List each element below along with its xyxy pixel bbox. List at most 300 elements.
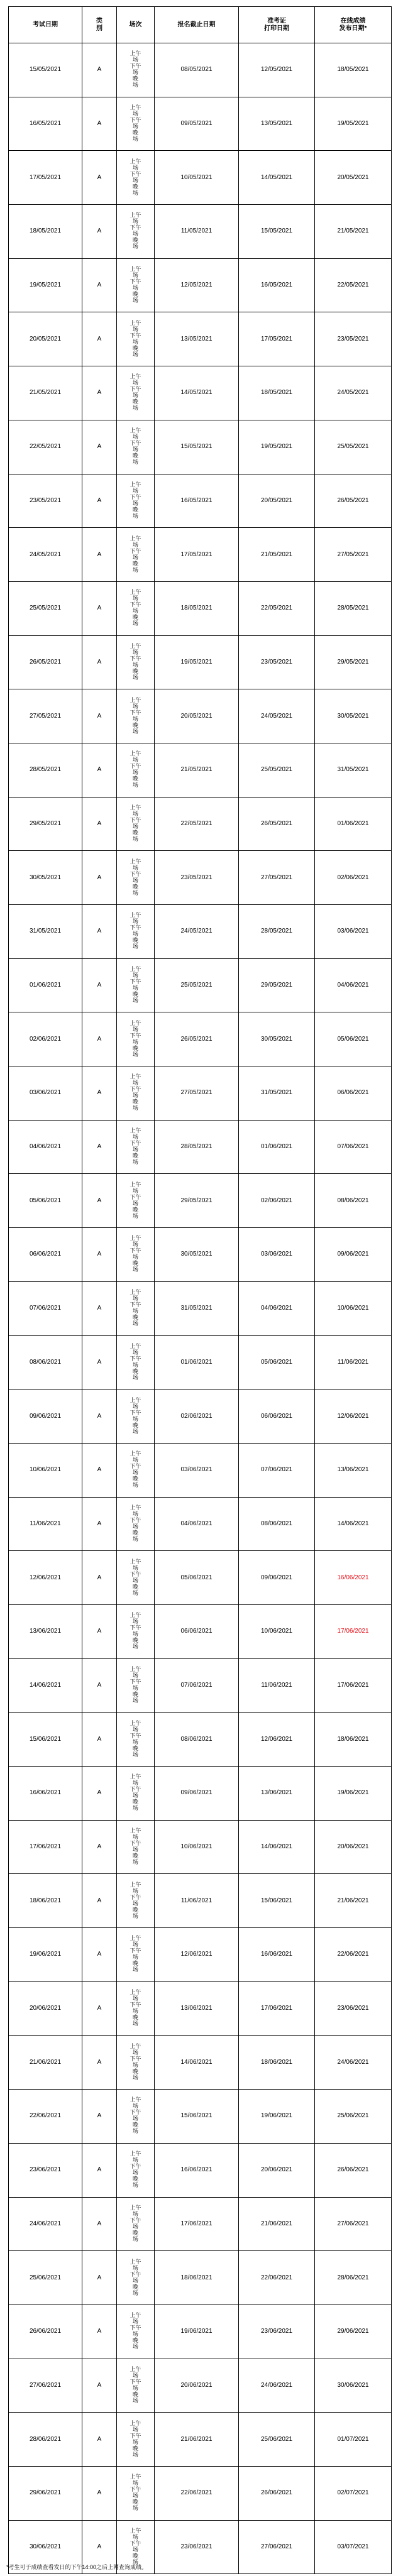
session-slot-label: 上午 场 [130,1935,141,1948]
session-slot-label: 下午 场 [130,1732,141,1745]
exam-date-cell: 23/05/2021 [9,474,82,528]
session-slot-label: 下午 场 [130,1948,141,1961]
category-cell: A [82,2359,117,2413]
registration-deadline-cell: 21/05/2021 [155,743,239,797]
result-release-date-cell: 14/06/2021 [315,1497,392,1551]
table-row [9,151,392,205]
header-result-release-date: 在线成绩 发布日期* [315,7,392,43]
category-cell: A [82,2143,117,2197]
category-cell: A [82,1281,117,1335]
session-slot-label: 晚 场 [132,1476,138,1489]
session-slot-label: 下午 场 [130,2486,141,2499]
session-slots [130,1989,141,2027]
session-slot-label: 晚 场 [132,452,138,466]
ticket-print-date-cell: 27/06/2021 [239,2520,315,2574]
category-cell: A [82,1012,117,1066]
session-slot-label: 晚 场 [132,937,138,950]
session-cell [117,2466,155,2520]
ticket-print-date-cell: 27/05/2021 [239,851,315,905]
session-slot-label: 晚 场 [132,75,138,89]
result-release-date-cell: 01/06/2021 [315,797,392,851]
session-slots [130,373,141,411]
session-slots [130,750,141,788]
session-slot-label: 下午 场 [130,1786,141,1799]
session-cell [117,1443,155,1497]
registration-deadline-cell: 12/06/2021 [155,1928,239,1982]
registration-deadline-cell: 14/06/2021 [155,2036,239,2090]
result-release-date-cell: 28/06/2021 [315,2251,392,2305]
session-slot-label: 晚 场 [132,614,138,627]
ticket-print-date-cell: 02/06/2021 [239,1174,315,1228]
session-slots [130,1397,141,1435]
result-release-date-cell: 03/06/2021 [315,905,392,959]
result-release-date-cell: 21/05/2021 [315,205,392,259]
category-cell: A [82,2036,117,2090]
session-slot-label: 下午 场 [130,2432,141,2445]
category-cell: A [82,1604,117,1658]
registration-deadline-cell: 02/06/2021 [155,1389,239,1444]
session-slot-label: 下午 场 [130,1086,141,1099]
session-slots [130,966,141,1004]
session-slot-label: 下午 场 [130,709,141,722]
ticket-print-date-cell: 21/05/2021 [239,528,315,582]
session-slots [130,1289,141,1327]
category-cell: A [82,1389,117,1444]
session-cell [117,581,155,635]
table-row [9,2251,392,2305]
ticket-print-date-cell: 19/06/2021 [239,2090,315,2144]
result-release-date-cell: 19/05/2021 [315,97,392,151]
category-cell: A [82,1228,117,1282]
session-slot-label: 晚 场 [132,506,138,519]
registration-deadline-cell: 29/05/2021 [155,1174,239,1228]
session-cell [117,1228,155,1282]
exam-schedule-table [8,6,392,2574]
table-row [9,1767,392,1821]
registration-deadline-cell: 23/06/2021 [155,2520,239,2574]
category-cell: A [82,1658,117,1713]
result-release-date-cell: 19/06/2021 [315,1767,392,1821]
result-release-date-cell: 18/05/2021 [315,43,392,97]
session-slot-label: 下午 场 [130,2002,141,2015]
session-slot-label: 下午 场 [130,1140,141,1153]
session-cell [117,151,155,205]
category-cell: A [82,528,117,582]
result-release-date-cell: 22/05/2021 [315,258,392,312]
session-slot-label: 晚 场 [132,183,138,196]
registration-deadline-cell: 17/05/2021 [155,528,239,582]
result-release-date-cell: 29/06/2021 [315,2305,392,2359]
session-slot-label: 晚 场 [132,560,138,573]
session-slot-label: 上午 场 [130,804,141,817]
session-slot-label: 晚 场 [132,776,138,789]
exam-date-cell: 21/05/2021 [9,366,82,420]
exam-date-cell: 20/05/2021 [9,312,82,366]
registration-deadline-cell: 10/06/2021 [155,1820,239,1874]
session-slot-label: 上午 场 [130,427,141,441]
session-cell [117,1713,155,1767]
table-row [9,1604,392,1658]
registration-deadline-cell: 03/06/2021 [155,1443,239,1497]
session-slot-label: 上午 场 [130,1881,141,1894]
session-slot-label: 晚 场 [132,991,138,1004]
table-row [9,2036,392,2090]
ticket-print-date-cell: 08/06/2021 [239,1497,315,1551]
table-row [9,743,392,797]
session-slot-label: 上午 场 [130,750,141,764]
exam-date-cell: 10/06/2021 [9,1443,82,1497]
session-slot-label: 上午 场 [130,2474,141,2487]
table-row [9,528,392,582]
registration-deadline-cell: 16/06/2021 [155,2143,239,2197]
session-slot-label: 晚 场 [132,721,138,735]
ticket-print-date-cell: 09/06/2021 [239,1551,315,1605]
session-cell [117,366,155,420]
ticket-print-date-cell: 16/06/2021 [239,1928,315,1982]
ticket-print-date-cell: 21/06/2021 [239,2197,315,2251]
table-row [9,1335,392,1389]
session-cell [117,1928,155,1982]
exam-date-cell: 15/06/2021 [9,1713,82,1767]
ticket-print-date-cell: 01/06/2021 [239,1120,315,1174]
session-slot-label: 上午 场 [130,2258,141,2271]
registration-deadline-cell: 27/05/2021 [155,1066,239,1121]
session-slot-label: 下午 场 [130,924,141,938]
session-slots [130,158,141,196]
session-slots [130,212,141,249]
session-slot-label: 下午 场 [130,2163,141,2176]
session-slot-label: 下午 场 [130,1894,141,1907]
session-slot-label: 上午 场 [130,696,141,710]
exam-date-cell: 14/06/2021 [9,1658,82,1713]
session-slot-label: 晚 场 [132,883,138,896]
footnote: *考生可于成绩查看发日的下午14:00之后上网查询成绩。 [6,2564,148,2570]
category-cell: A [82,1928,117,1982]
exam-date-cell: 30/05/2021 [9,851,82,905]
ticket-print-date-cell: 26/05/2021 [239,797,315,851]
registration-deadline-cell: 06/06/2021 [155,1604,239,1658]
session-slots [130,2151,141,2188]
registration-deadline-cell: 16/05/2021 [155,474,239,528]
session-cell [117,2251,155,2305]
table-row [9,1713,392,1767]
session-slot-label: 上午 场 [130,104,141,118]
registration-deadline-cell: 09/06/2021 [155,1767,239,1821]
session-slot-label: 上午 场 [130,1342,141,1356]
ticket-print-date-cell: 15/06/2021 [239,1874,315,1928]
result-release-date-cell: 30/06/2021 [315,2359,392,2413]
category-cell: A [82,1767,117,1821]
table-row [9,1443,392,1497]
session-cell [117,958,155,1012]
session-cell [117,528,155,582]
session-slot-label: 晚 场 [132,1422,138,1435]
session-slots [130,1073,141,1111]
result-release-date-cell: 02/07/2021 [315,2466,392,2520]
session-slots [130,2043,141,2081]
result-release-date-cell: 22/06/2021 [315,1928,392,1982]
session-cell [117,2090,155,2144]
table-row [9,1497,392,1551]
table-row [9,958,392,1012]
registration-deadline-cell: 15/05/2021 [155,420,239,474]
session-slot-label: 晚 场 [132,2068,138,2081]
session-slot-label: 上午 场 [130,2420,141,2433]
session-slot-label: 上午 场 [130,158,141,171]
session-slots [130,858,141,896]
session-slot-label: 上午 场 [130,1719,141,1733]
registration-deadline-cell: 18/05/2021 [155,581,239,635]
ticket-print-date-cell: 26/06/2021 [239,2466,315,2520]
session-slots [130,1773,141,1811]
exam-date-cell: 08/06/2021 [9,1335,82,1389]
session-slots [130,2474,141,2511]
session-slot-label: 上午 场 [130,1019,141,1033]
ticket-print-date-cell: 13/06/2021 [239,1767,315,1821]
exam-date-cell: 17/05/2021 [9,151,82,205]
session-cell [117,2305,155,2359]
session-slot-label: 晚 场 [132,291,138,304]
table-row [9,851,392,905]
session-cell [117,97,155,151]
exam-date-cell: 29/06/2021 [9,2466,82,2520]
exam-date-cell: 23/06/2021 [9,2143,82,2197]
category-cell: A [82,420,117,474]
table-row [9,1281,392,1335]
session-slots [130,1612,141,1650]
exam-date-cell: 27/06/2021 [9,2359,82,2413]
session-cell [117,1066,155,1121]
session-slot-label: 晚 场 [132,1260,138,1273]
registration-deadline-cell: 28/05/2021 [155,1120,239,1174]
exam-date-cell: 22/06/2021 [9,2090,82,2144]
category-cell: A [82,1981,117,2036]
registration-deadline-cell: 08/06/2021 [155,1713,239,1767]
session-cell [117,43,155,97]
session-slot-label: 晚 场 [132,2337,138,2350]
registration-deadline-cell: 09/05/2021 [155,97,239,151]
session-slots [130,427,141,465]
exam-date-cell: 01/06/2021 [9,958,82,1012]
table-row [9,205,392,259]
session-slot-label: 晚 场 [132,1529,138,1542]
category-cell: A [82,958,117,1012]
session-slot-label: 上午 场 [130,1612,141,1625]
ticket-print-date-cell: 14/06/2021 [239,1820,315,1874]
session-slot-label: 上午 场 [130,535,141,548]
exam-date-cell: 16/06/2021 [9,1767,82,1821]
ticket-print-date-cell: 30/05/2021 [239,1012,315,1066]
session-slot-label: 上午 场 [130,319,141,332]
session-slot-label: 上午 场 [130,1289,141,1302]
session-slots [130,1882,141,1919]
table-row [9,1551,392,1605]
registration-deadline-cell: 04/06/2021 [155,1497,239,1551]
session-slot-label: 上午 场 [130,1665,141,1679]
category-cell: A [82,1497,117,1551]
exam-date-cell: 24/05/2021 [9,528,82,582]
table-row [9,797,392,851]
session-cell [117,420,155,474]
session-slot-label: 下午 场 [130,655,141,668]
session-slot-label: 上午 场 [130,1558,141,1571]
session-slot-label: 晚 场 [132,1367,138,1381]
session-slot-label: 下午 场 [130,1409,141,1422]
table-row [9,2305,392,2359]
result-release-date-cell: 13/06/2021 [315,1443,392,1497]
table-row [9,2143,392,2197]
ticket-print-date-cell: 14/05/2021 [239,151,315,205]
session-slots [130,1235,141,1273]
session-cell [117,905,155,959]
exam-date-cell: 05/06/2021 [9,1174,82,1228]
session-slot-label: 上午 场 [130,2096,141,2110]
session-slots [130,1828,141,1865]
ticket-print-date-cell: 07/06/2021 [239,1443,315,1497]
session-slot-label: 上午 场 [130,50,141,63]
table-row [9,2413,392,2467]
session-slot-label: 下午 场 [130,440,141,453]
session-cell [117,2359,155,2413]
session-slots [130,697,141,735]
session-slots [130,104,141,142]
category-cell: A [82,258,117,312]
table-row [9,2466,392,2520]
ticket-print-date-cell: 25/05/2021 [239,743,315,797]
session-slot-label: 下午 场 [130,1463,141,1476]
session-slot-label: 下午 场 [130,1570,141,1584]
result-release-date-cell: 16/06/2021 [315,1551,392,1605]
category-cell: A [82,2251,117,2305]
session-slot-label: 下午 场 [130,547,141,561]
session-cell [117,2143,155,2197]
exam-date-cell: 21/06/2021 [9,2036,82,2090]
header-registration-deadline: 报名截止日期 [155,7,239,43]
header-session: 场次 [117,7,155,43]
ticket-print-date-cell: 20/05/2021 [239,474,315,528]
ticket-print-date-cell: 25/06/2021 [239,2413,315,2467]
session-cell [117,689,155,743]
result-release-date-cell: 08/06/2021 [315,1174,392,1228]
exam-date-cell: 03/06/2021 [9,1066,82,1121]
category-cell: A [82,2466,117,2520]
session-slot-label: 下午 场 [130,386,141,399]
exam-date-cell: 02/06/2021 [9,1012,82,1066]
exam-date-cell: 19/05/2021 [9,258,82,312]
session-slot-label: 晚 场 [132,237,138,250]
result-release-date-cell: 27/06/2021 [315,2197,392,2251]
exam-date-cell: 27/05/2021 [9,689,82,743]
session-slots [130,1559,141,1596]
session-cell [117,2197,155,2251]
session-slot-label: 下午 场 [130,601,141,615]
category-cell: A [82,205,117,259]
table-row [9,689,392,743]
exam-date-cell: 24/06/2021 [9,2197,82,2251]
table-row [9,97,392,151]
category-cell: A [82,581,117,635]
table-row [9,581,392,635]
session-slots [130,1504,141,1542]
category-cell: A [82,1820,117,1874]
registration-deadline-cell: 15/06/2021 [155,2090,239,2144]
exam-date-cell: 26/05/2021 [9,635,82,689]
ticket-print-date-cell: 18/05/2021 [239,366,315,420]
session-slot-label: 上午 场 [130,912,141,925]
session-slot-label: 上午 场 [130,1235,141,1248]
result-release-date-cell: 28/05/2021 [315,581,392,635]
result-release-date-cell: 04/06/2021 [315,958,392,1012]
ticket-print-date-cell: 05/06/2021 [239,1335,315,1389]
exam-date-cell: 18/05/2021 [9,205,82,259]
session-cell [117,1335,155,1389]
session-slot-label: 下午 场 [130,117,141,130]
ticket-print-date-cell: 24/06/2021 [239,2359,315,2413]
registration-deadline-cell: 17/06/2021 [155,2197,239,2251]
session-slot-label: 下午 场 [130,1355,141,1368]
registration-deadline-cell: 23/05/2021 [155,851,239,905]
registration-deadline-cell: 30/05/2021 [155,1228,239,1282]
session-slot-label: 晚 场 [132,398,138,412]
session-slot-label: 下午 场 [130,2378,141,2391]
registration-deadline-cell: 26/05/2021 [155,1012,239,1066]
registration-deadline-cell: 01/06/2021 [155,1335,239,1389]
session-cell [117,1174,155,1228]
exam-date-cell: 06/06/2021 [9,1228,82,1282]
session-slot-label: 上午 场 [130,2527,141,2540]
exam-date-cell: 31/05/2021 [9,905,82,959]
session-slot-label: 下午 场 [130,1625,141,1638]
exam-date-cell: 13/06/2021 [9,1604,82,1658]
registration-deadline-cell: 10/05/2021 [155,151,239,205]
ticket-print-date-cell: 16/05/2021 [239,258,315,312]
session-slot-label: 晚 场 [132,1799,138,1812]
registration-deadline-cell: 19/06/2021 [155,2305,239,2359]
ticket-print-date-cell: 03/06/2021 [239,1228,315,1282]
ticket-print-date-cell: 22/05/2021 [239,581,315,635]
table-row [9,366,392,420]
exam-date-cell: 09/06/2021 [9,1389,82,1444]
table-row [9,312,392,366]
table-body [9,43,392,2574]
exam-date-cell: 25/05/2021 [9,581,82,635]
session-slots [130,1020,141,1058]
session-slots [130,1935,141,1973]
table-row [9,2359,392,2413]
exam-date-cell: 15/05/2021 [9,43,82,97]
ticket-print-date-cell: 31/05/2021 [239,1066,315,1121]
category-cell: A [82,1874,117,1928]
session-cell [117,205,155,259]
result-release-date-cell: 06/06/2021 [315,1066,392,1121]
session-slot-label: 上午 场 [130,2365,141,2379]
category-cell: A [82,2413,117,2467]
session-cell [117,2036,155,2090]
table-row [9,1874,392,1928]
exam-date-cell: 18/06/2021 [9,1874,82,1928]
result-release-date-cell: 26/06/2021 [315,2143,392,2197]
session-slots [130,804,141,842]
exam-date-cell: 07/06/2021 [9,1281,82,1335]
session-slot-label: 晚 场 [132,1044,138,1058]
session-slot-label: 下午 场 [130,2109,141,2122]
registration-deadline-cell: 08/05/2021 [155,43,239,97]
session-slot-label: 晚 场 [132,2014,138,2027]
registration-deadline-cell: 19/05/2021 [155,635,239,689]
session-slot-label: 晚 场 [132,1099,138,1112]
session-slots [130,589,141,627]
session-slot-label: 下午 场 [130,2271,141,2284]
